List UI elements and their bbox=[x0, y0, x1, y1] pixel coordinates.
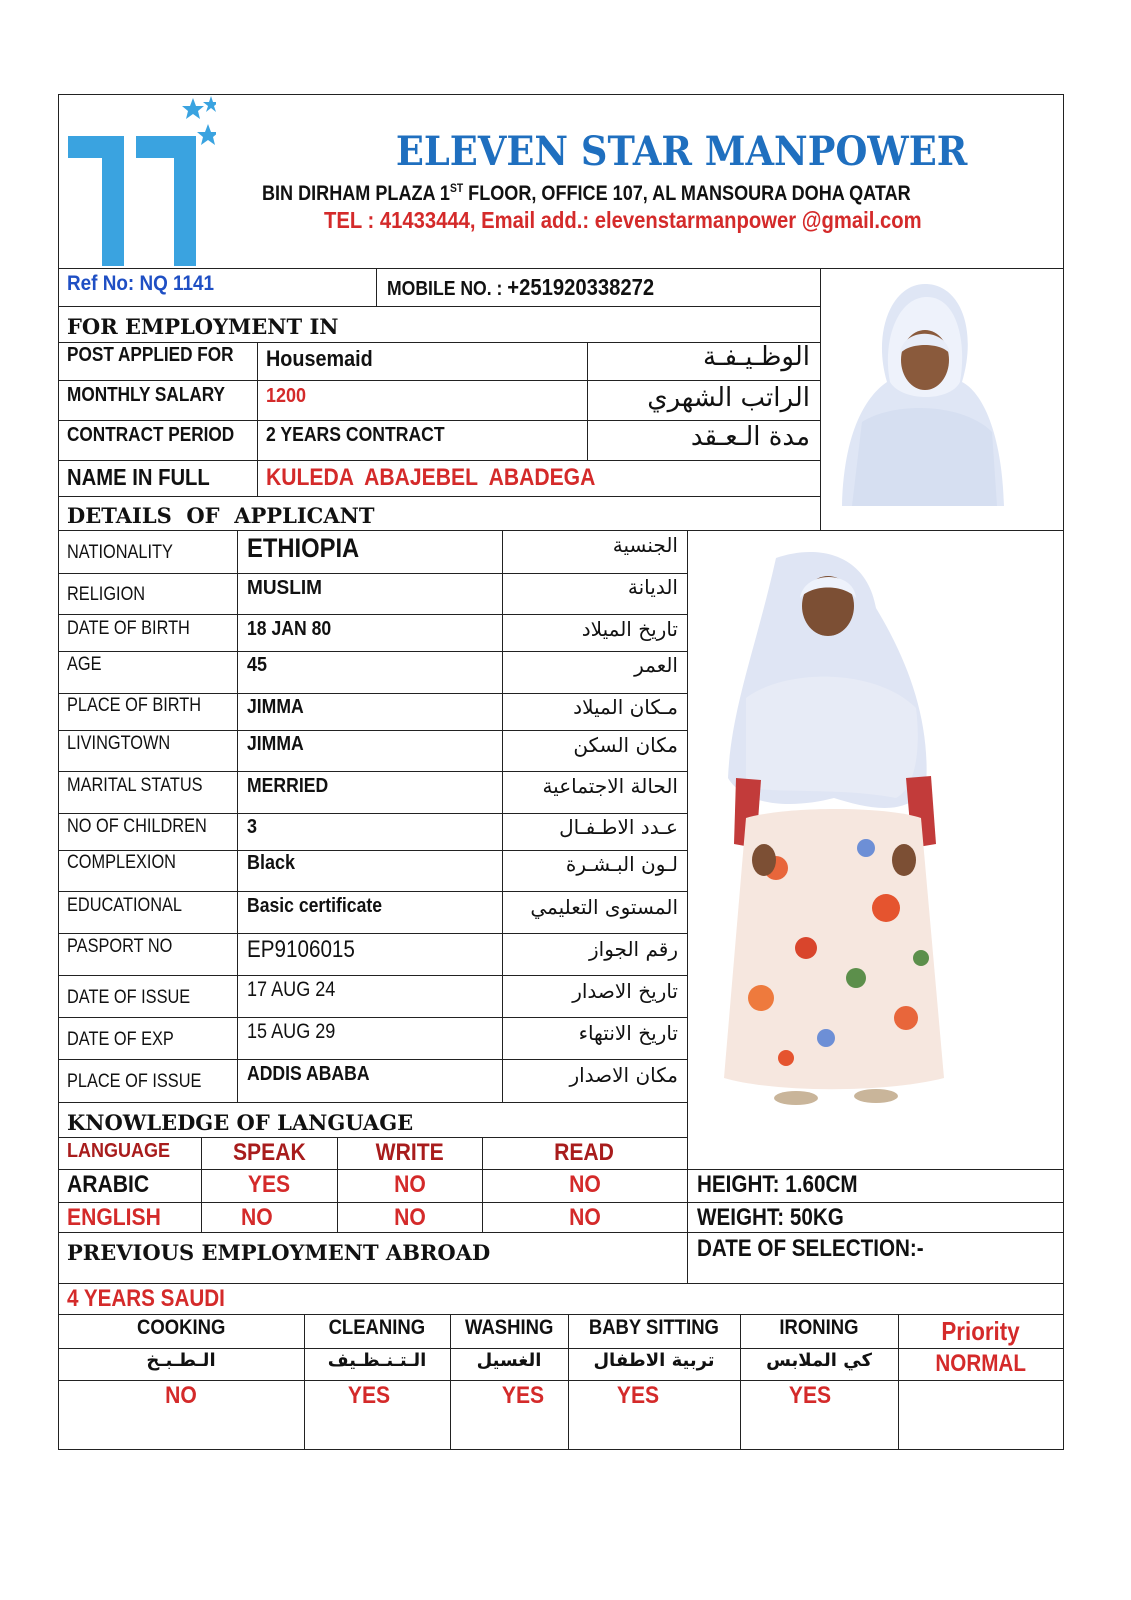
arabic-read-value: NO bbox=[568, 1171, 601, 1198]
skill-baby-sitting-arabic: تربية الاطفال bbox=[593, 1350, 715, 1371]
full-name-label: NAME IN FULL bbox=[67, 464, 210, 490]
date-of-exp-label: DATE OF EXP bbox=[67, 1029, 174, 1050]
nationality-value: ETHIOPIA bbox=[247, 533, 360, 563]
height-value: HEIGHT: 1.60CM bbox=[697, 1171, 858, 1198]
place-of-issue-label: PLACE OF ISSUE bbox=[67, 1071, 202, 1092]
applicant-full-photo bbox=[716, 548, 952, 1110]
skill-cleaning-label: CLEANING bbox=[328, 1316, 426, 1339]
religion-arabic: الديانة bbox=[627, 575, 678, 599]
date-of-birth-value: 18 JAN 80 bbox=[247, 618, 332, 640]
date-of-issue-value: 17 AUG 24 bbox=[247, 978, 336, 1001]
complexion-label: COMPLEXION bbox=[67, 852, 176, 873]
contract-period-label: CONTRACT PERIOD bbox=[67, 424, 235, 446]
passport-no-arabic: رقم الجواز bbox=[589, 937, 678, 961]
livingtown-label: LIVINGTOWN bbox=[67, 733, 171, 754]
complexion-value: Black bbox=[247, 852, 296, 874]
date-of-issue-arabic: تاريخ الاصدار bbox=[572, 979, 678, 1003]
marital-status-arabic: الحالة الاجتماعية bbox=[542, 774, 678, 798]
star-icon bbox=[203, 96, 216, 112]
educational-value: Basic certificate bbox=[247, 895, 383, 917]
skill-cleaning-value: YES bbox=[347, 1382, 391, 1409]
age-label: AGE bbox=[67, 654, 102, 675]
monthly-salary-arabic: الراتب الشهري bbox=[647, 383, 810, 413]
skill-cooking-label: COOKING bbox=[136, 1316, 226, 1339]
passport-no-label: PASPORT NO bbox=[67, 936, 173, 957]
religion-label: RELIGION bbox=[67, 584, 146, 605]
star-icon bbox=[182, 98, 204, 119]
priority-value: NORMAL bbox=[935, 1350, 1027, 1377]
full-name-value: KULEDA ABAJEBEL ABADEGA bbox=[266, 464, 596, 491]
company-contact: TEL : 41433444, Email add.: elevenstarmanpower @gmail.com bbox=[324, 207, 922, 233]
priority-label: Priority bbox=[941, 1316, 1021, 1346]
monthly-salary-value: 1200 bbox=[266, 385, 307, 407]
no-of-children-label: NO OF CHILDREN bbox=[67, 816, 207, 837]
employment-heading: FOR EMPLOYMENT IN bbox=[67, 314, 339, 339]
english-read-value: NO bbox=[568, 1204, 601, 1231]
previous-employment-heading: PREVIOUS EMPLOYMENT ABROAD bbox=[67, 1240, 491, 1265]
contract-period-arabic: مدة الـعـقد bbox=[690, 422, 810, 452]
place-of-birth-value: JIMMA bbox=[247, 696, 304, 718]
language-col-header: LANGUAGE bbox=[67, 1140, 171, 1162]
post-applied-label: POST APPLIED FOR bbox=[67, 344, 234, 366]
skill-ironing-value: YES bbox=[788, 1382, 832, 1409]
religion-value: MUSLIM bbox=[247, 577, 322, 599]
date-of-exp-arabic: تاريخ الانتهاء bbox=[578, 1021, 678, 1045]
age-arabic: العمر bbox=[634, 653, 678, 677]
english-speak-value: NO bbox=[241, 1204, 273, 1231]
educational-arabic: المستوى التعليمي bbox=[530, 895, 678, 919]
skill-cooking-arabic: الـطـبـخ bbox=[146, 1350, 216, 1371]
language-heading: KNOWLEDGE OF LANGUAGE bbox=[67, 1110, 414, 1135]
passport-no-value: EP9106015 bbox=[247, 936, 355, 963]
place-of-issue-arabic: مكان الاصدار bbox=[569, 1063, 678, 1087]
no-of-children-arabic: عـدد الاطـفـال bbox=[559, 815, 678, 839]
date-of-issue-label: DATE OF ISSUE bbox=[67, 987, 191, 1008]
read-col-header: READ bbox=[554, 1139, 615, 1166]
ref-number: Ref No: NQ 1141 bbox=[67, 272, 215, 295]
nationality-arabic: الجنسية bbox=[612, 533, 678, 557]
date-of-exp-value: 15 AUG 29 bbox=[247, 1020, 336, 1043]
mobile-number: MOBILE NO. : +251920338272 bbox=[387, 274, 655, 300]
company-logo bbox=[66, 96, 216, 268]
contract-period-value: 2 YEARS CONTRACT bbox=[266, 424, 445, 446]
date-of-birth-label: DATE OF BIRTH bbox=[67, 618, 190, 639]
skill-ironing-label: IRONING bbox=[779, 1316, 859, 1339]
place-of-birth-label: PLACE OF BIRTH bbox=[67, 695, 202, 716]
nationality-label: NATIONALITY bbox=[67, 542, 173, 563]
company-name: ELEVEN STAR MANPOWER bbox=[396, 128, 968, 175]
complexion-arabic: لـون البـشـرة bbox=[565, 852, 678, 876]
no-of-children-value: 3 bbox=[247, 816, 258, 838]
post-applied-arabic: الوظـيـفـة bbox=[702, 342, 810, 372]
skill-washing-arabic: الغسيل bbox=[476, 1350, 542, 1371]
educational-label: EDUCATIONAL bbox=[67, 895, 183, 916]
details-heading: DETAILS OF APPLICANT bbox=[67, 503, 375, 528]
marital-status-value: MERRIED bbox=[247, 775, 329, 797]
skill-ironing-arabic: كي الملابس bbox=[766, 1350, 872, 1371]
arabic-speak-value: YES bbox=[247, 1171, 291, 1198]
english-write-value: NO bbox=[393, 1204, 426, 1231]
star-icon bbox=[197, 124, 216, 145]
livingtown-arabic: مكان السكن bbox=[573, 733, 678, 757]
date-of-selection: DATE OF SELECTION:- bbox=[697, 1235, 924, 1262]
arabic-language-label: ARABIC bbox=[67, 1171, 150, 1198]
marital-status-label: MARITAL STATUS bbox=[67, 775, 203, 796]
date-of-birth-arabic: تاريخ الميلاد bbox=[581, 617, 678, 641]
age-value: 45 bbox=[247, 654, 268, 676]
write-col-header: WRITE bbox=[375, 1139, 444, 1166]
skill-baby-sitting-value: YES bbox=[616, 1382, 660, 1409]
skill-washing-label: WASHING bbox=[464, 1316, 554, 1339]
post-applied-value: Housemaid bbox=[266, 346, 373, 371]
place-of-birth-arabic: مـكان الميلاد bbox=[573, 695, 678, 719]
skill-washing-value: YES bbox=[501, 1382, 545, 1409]
skill-cleaning-arabic: الـتـنـظـيف bbox=[327, 1350, 427, 1371]
applicant-portrait bbox=[832, 272, 1008, 506]
company-address: BIN DIRHAM PLAZA 1ST FLOOR, OFFICE 107, AL MANSOURA DOHA QATAR bbox=[262, 181, 911, 205]
arabic-write-value: NO bbox=[393, 1171, 426, 1198]
livingtown-value: JIMMA bbox=[247, 733, 304, 755]
monthly-salary-label: MONTHLY SALARY bbox=[67, 384, 226, 406]
skill-cooking-value: NO bbox=[165, 1382, 197, 1409]
weight-value: WEIGHT: 50KG bbox=[697, 1204, 844, 1231]
previous-employment-value: 4 YEARS SAUDI bbox=[67, 1285, 225, 1312]
english-language-label: ENGLISH bbox=[67, 1204, 161, 1231]
skill-baby-sitting-label: BABY SITTING bbox=[588, 1316, 720, 1339]
place-of-issue-value: ADDIS ABABA bbox=[247, 1063, 370, 1085]
speak-col-header: SPEAK bbox=[232, 1139, 306, 1166]
